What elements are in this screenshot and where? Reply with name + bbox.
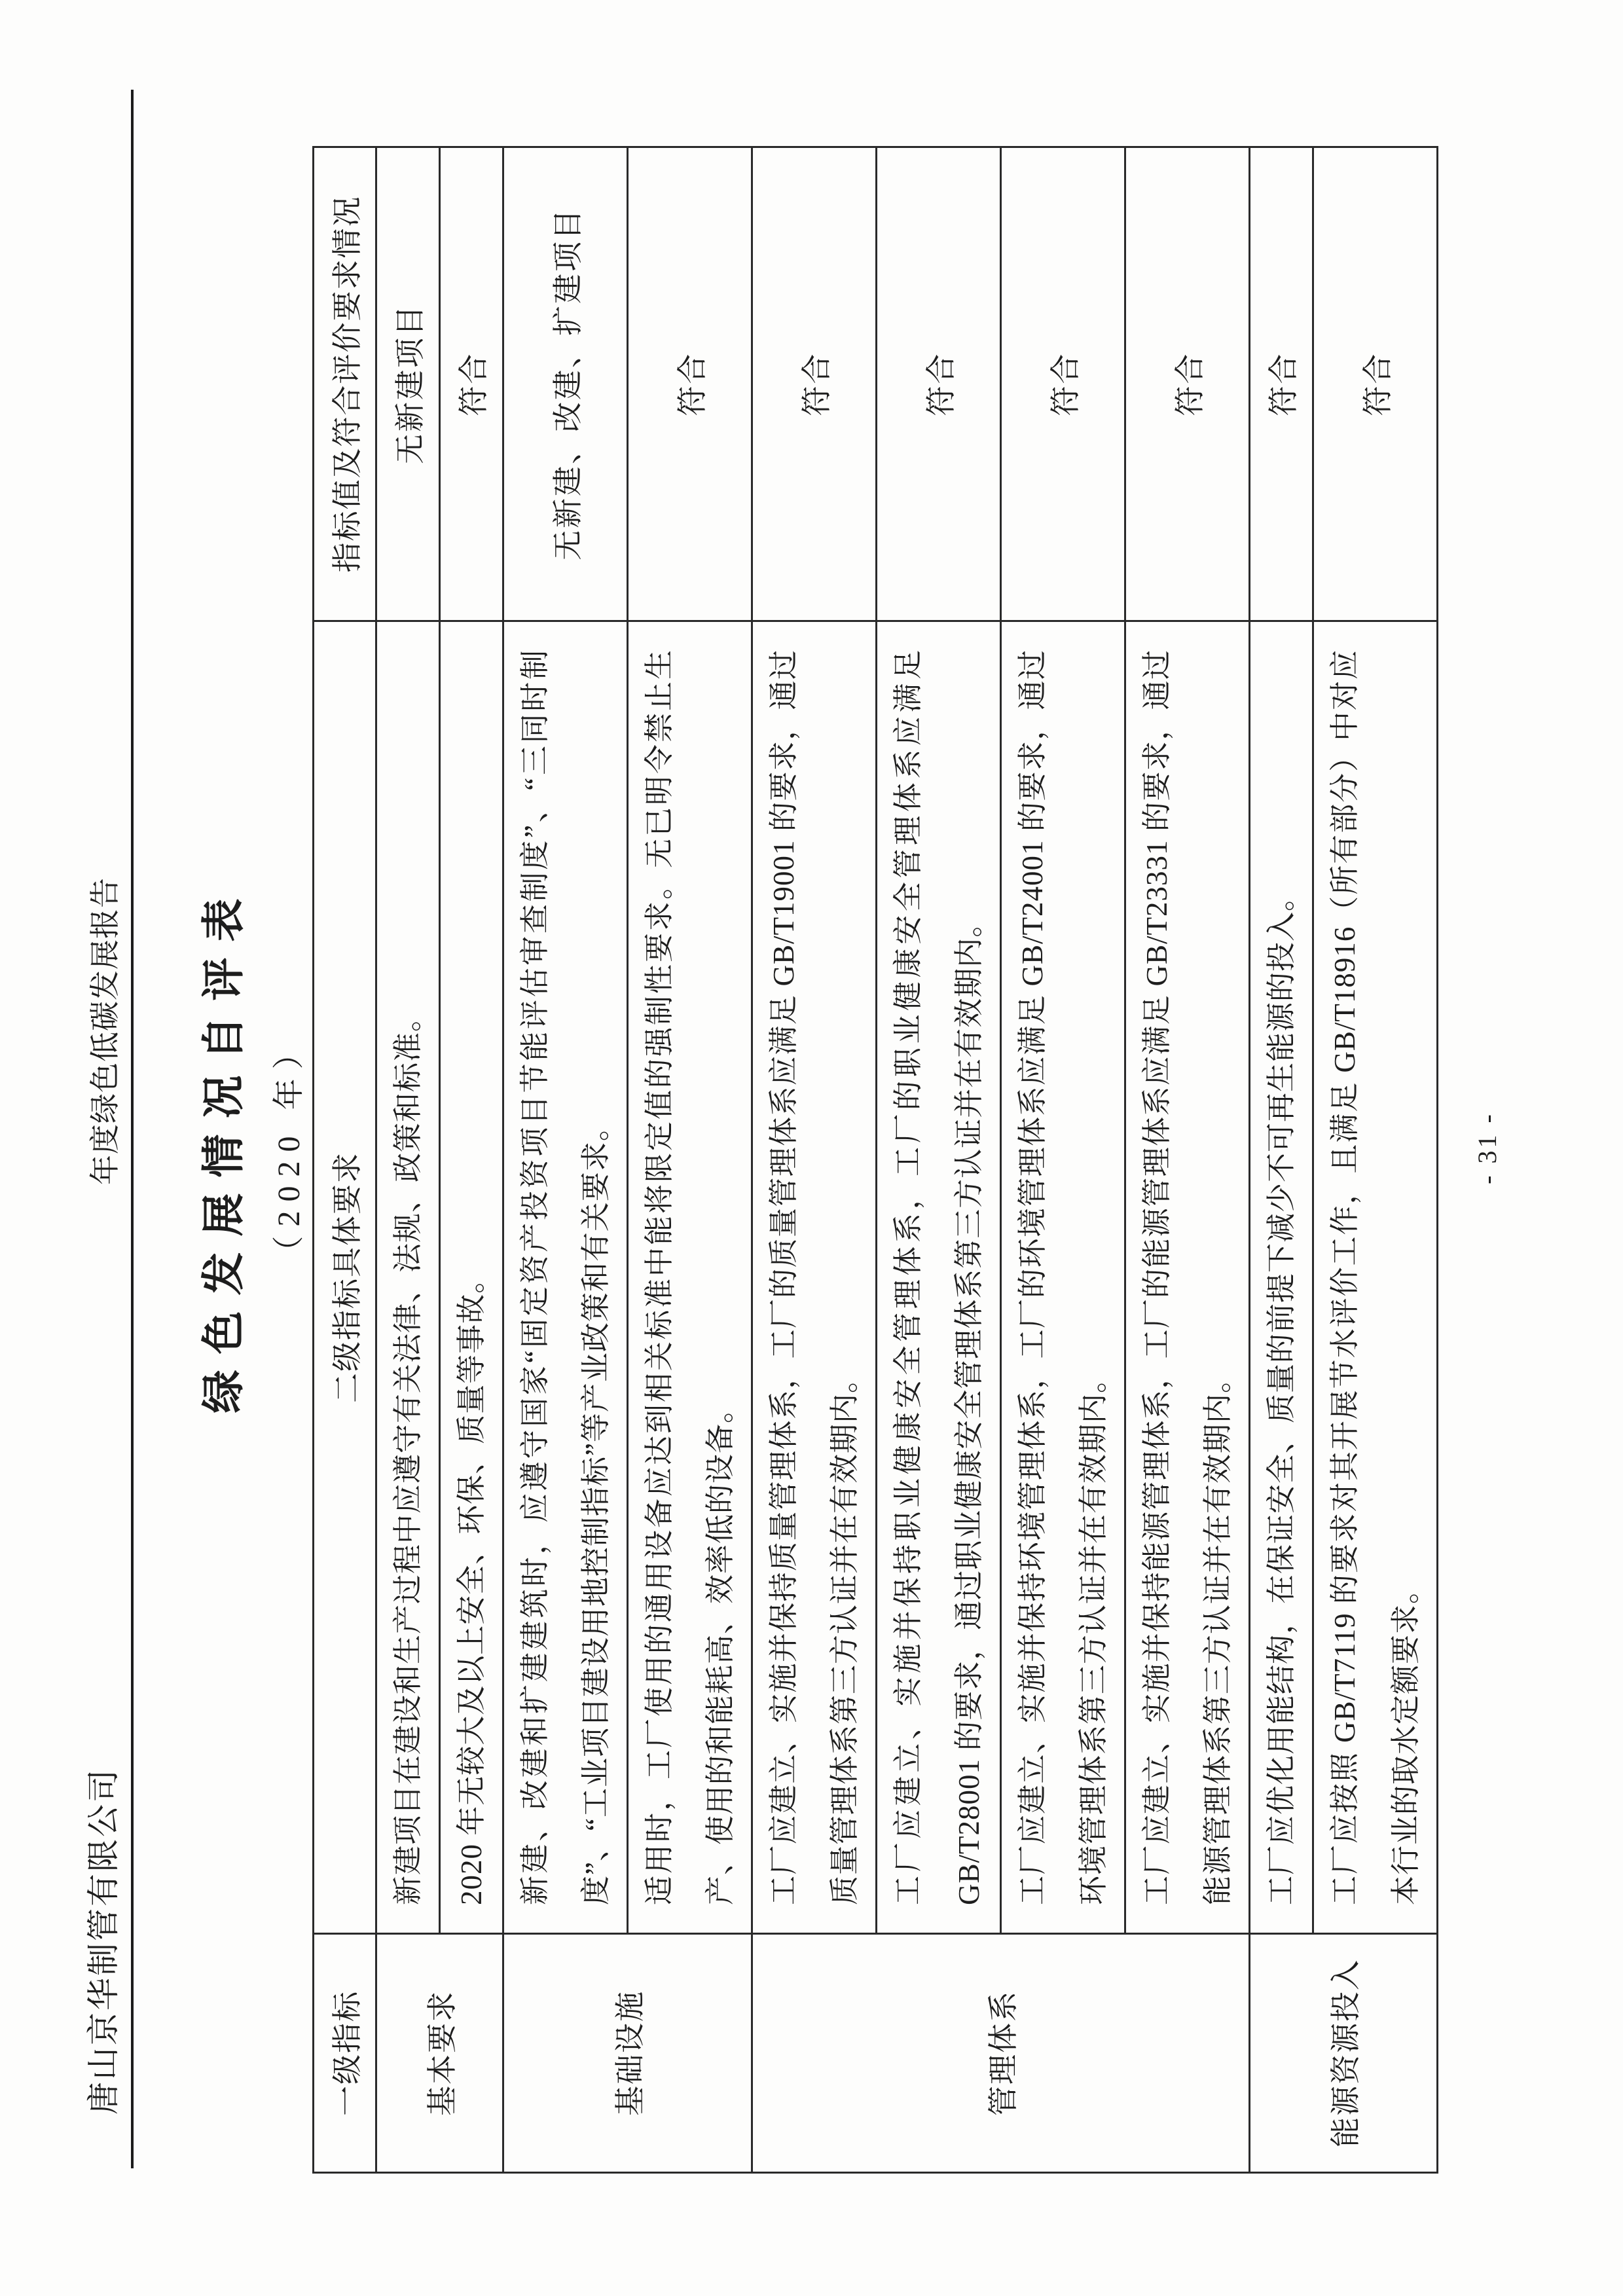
col-header-indicator-conformity: 指标值及符合评价要求情况 — [314, 147, 376, 621]
table-row — [1125, 147, 1250, 2173]
page-number: - 31 - — [1472, 1112, 1502, 1184]
requirement-cell: 新建项目在建设和生产过程中应遵守有关法律、法规、政策和标准。 — [376, 621, 440, 1934]
result-cell: 符合 — [1001, 147, 1125, 621]
table-header — [314, 147, 376, 2173]
group-label-cell: 基础设施 — [503, 1934, 752, 2173]
table-row — [752, 147, 877, 2173]
table-row — [376, 147, 440, 2173]
table-row — [1001, 147, 1125, 2173]
requirement-cell: 工厂应建立、实施并保持环境管理体系，工厂的环境管理体系应满足 GB/T24001 的要求，通过环境管理体系第三方认证并在有效期内。 — [1001, 621, 1125, 1934]
requirement-cell: 工厂应建立、实施并保持质量管理体系，工厂的质量管理体系应满足 GB/T19001 的要求，通过质量管理体系第三方认证并在有效期内。 — [752, 621, 877, 1934]
table-row — [628, 147, 752, 2173]
group-label-cell: 能源资源投入 — [1250, 1934, 1438, 2173]
table-row — [877, 147, 1001, 2173]
result-cell: 符合 — [628, 147, 752, 621]
table-row — [1250, 147, 1313, 2173]
table-row — [1313, 147, 1438, 2173]
result-cell: 符合 — [1313, 147, 1438, 621]
company-name: 唐山京华制管有限公司 — [85, 1768, 122, 2115]
table-header-row — [314, 147, 376, 2173]
result-cell: 无新建项目 — [376, 147, 440, 621]
result-cell: 无新建、改建、扩建项目 — [503, 147, 628, 621]
table-row — [503, 147, 628, 2173]
result-cell: 符合 — [1250, 147, 1313, 621]
requirement-cell: 工厂应建立、实施并保持职业健康安全管理体系，工厂的职业健康安全管理体系应满足 GB/T28001 的要求，通过职业健康安全管理体系第三方认证并在有效期内。 — [877, 621, 1001, 1934]
report-title: 年度绿色低碳发展报告 — [88, 877, 122, 1185]
col-header-level1-indicator: 一级指标 — [314, 1934, 376, 2173]
document-subtitle: （2020 年） — [272, 1029, 306, 1267]
requirement-cell: 工厂应按照 GB/T7119 的要求对其开展节水评价工作，且满足 GB/T18916（所有部分）中对应本行业的取水定额要求。 — [1313, 621, 1438, 1934]
requirement-cell: 适用时，工厂使用的通用设备应达到相关标准中能将限定值的强制性要求。无已明令禁止生产、使用的和能耗高、效率低的设备。 — [628, 621, 752, 1934]
group-label-cell: 基本要求 — [376, 1934, 503, 2173]
result-cell: 符合 — [440, 147, 503, 621]
table-row — [440, 147, 503, 2173]
requirement-cell: 新建、改建和扩建建筑时，应遵守国家“固定资产投资项目节能评估审查制度”、“三同时制度”、“工业项目建设用地控制指标”等产业政策和有关要求。 — [503, 621, 628, 1934]
col-header-level2-requirement: 二级指标具体要求 — [314, 621, 376, 1934]
document-title: 绿色发展情况自评表 — [200, 883, 248, 1413]
result-cell: 符合 — [752, 147, 877, 621]
requirement-cell: 工厂应建立、实施并保持能源管理体系，工厂的能源管理体系应满足 GB/T23331 的要求，通过能源管理体系第三方认证并在有效期内。 — [1125, 621, 1250, 1934]
table-body — [376, 147, 1438, 2173]
requirement-cell: 工厂应优化用能结构，在保证安全、质量的前提下减少不可再生能源的投入。 — [1250, 621, 1313, 1934]
header-rule — [131, 90, 134, 2168]
result-cell: 符合 — [877, 147, 1001, 621]
result-cell: 符合 — [1125, 147, 1250, 621]
self-evaluation-table — [312, 146, 1438, 2174]
requirement-cell: 2020 年无较大及以上安全、环保、质量等事故。 — [440, 621, 503, 1934]
group-label-cell: 管理体系 — [752, 1934, 1250, 2173]
